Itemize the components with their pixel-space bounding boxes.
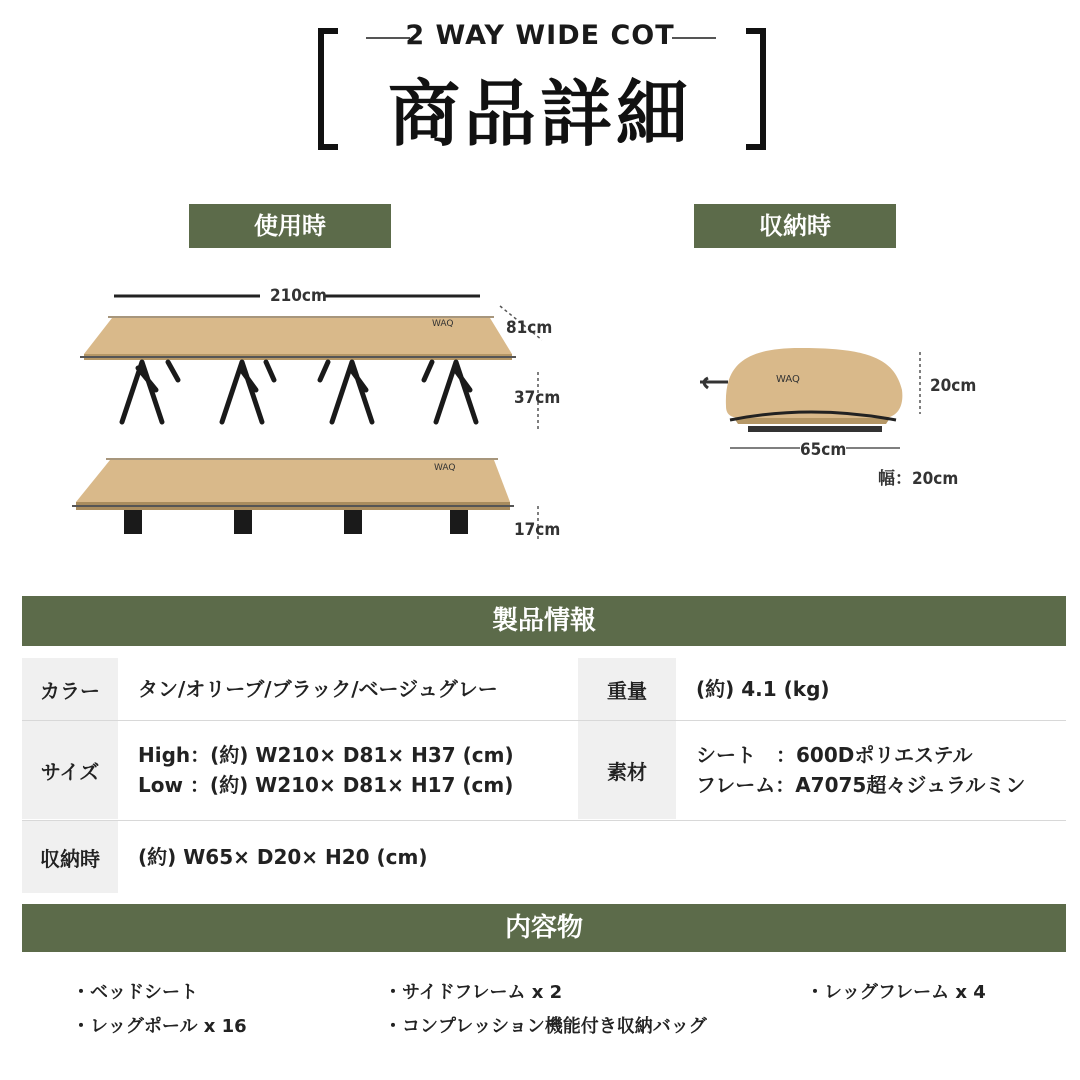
color-value-text: タン/オリーブ/ブラック/ベージュグレー (138, 677, 498, 701)
material-value (676, 721, 1080, 819)
size-high-text: High：(約) W210× D81× H37 (cm) (138, 743, 514, 767)
stored-size-label: 収納時 (22, 821, 118, 893)
weight-value (676, 658, 1080, 720)
contents-heading: 内容物 (22, 904, 1066, 952)
brand-logo-bag: WAQ (776, 374, 800, 385)
length-dimension: 210cm (270, 286, 327, 306)
color-value (118, 658, 598, 720)
low-cot (72, 459, 514, 534)
depth-dimension: 81cm (506, 318, 553, 338)
weight-label: 重量 (578, 658, 676, 720)
size-low-text: Low ：(約) W210× D81× H17 (cm) (138, 773, 514, 797)
size-value (118, 721, 598, 819)
in-use-label: 使用時 (189, 204, 391, 248)
weight-value-text: (約) 4.1 (kg) (696, 677, 830, 701)
bag-width-dimension: 幅：20cm (878, 469, 959, 489)
brand-logo-high: WAQ (432, 319, 454, 329)
stored-size-value (118, 821, 838, 893)
material-label: 素材 (578, 721, 676, 819)
color-label: カラー (22, 658, 118, 720)
high-height-dimension: 37cm (514, 388, 561, 408)
page-title: 商品詳細 (387, 72, 692, 156)
stored-label: 収納時 (694, 204, 896, 248)
stored-size-text: (約) W65× D20× H20 (cm) (138, 845, 428, 869)
size-label: サイズ (22, 721, 118, 819)
low-height-dimension: 17cm (514, 520, 561, 540)
list-item: ・レッグポール x 16 (72, 1016, 247, 1037)
material-frame-text: フレーム：A7075超々ジュラルミン (696, 773, 1026, 797)
material-seat-text: シート ：600Dポリエステル (696, 743, 973, 767)
subtitle: 2 WAY WIDE COT (405, 20, 675, 51)
cot-illustration (60, 280, 580, 560)
bag-length-dimension: 65cm (800, 440, 847, 460)
bag-height-dimension: 20cm (930, 376, 977, 396)
brand-logo-low: WAQ (434, 463, 456, 473)
list-item: ・ベッドシート (72, 982, 198, 1003)
product-info-heading: 製品情報 (22, 596, 1066, 646)
list-item: ・レッグフレーム x 4 (806, 982, 986, 1003)
list-item: ・サイドフレーム x 2 (384, 982, 563, 1003)
high-cot (80, 317, 516, 422)
list-item: ・コンプレッション機能付き収納バッグ (384, 1016, 707, 1037)
